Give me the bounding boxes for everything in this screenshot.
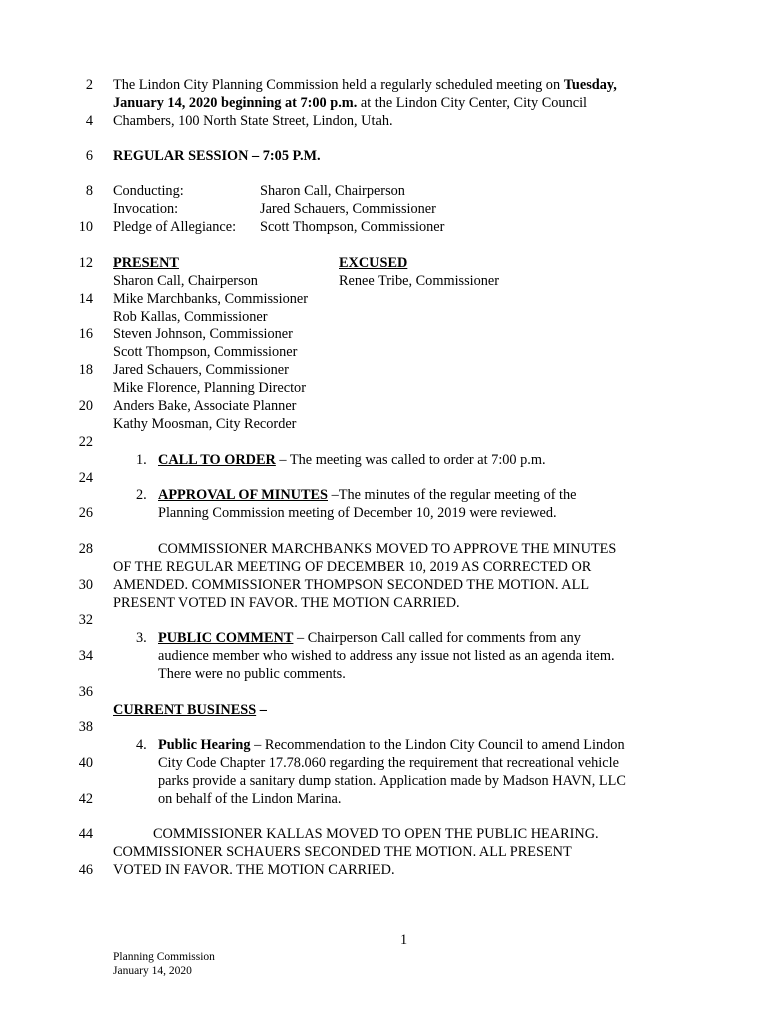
- agenda-item-text: on behalf of the Lindon Marina.: [158, 791, 342, 807]
- motion-text: PRESENT VOTED IN FAVOR. THE MOTION CARRIED.: [113, 595, 460, 611]
- present-member: Sharon Call, Chairperson: [113, 273, 258, 289]
- current-business-heading: CURRENT BUSINESS –: [113, 702, 267, 718]
- agenda-item-text: Planning Commission meeting of December 10, 2019 were reviewed.: [158, 505, 557, 521]
- item-number: 1.: [136, 452, 147, 468]
- motion-text: OF THE REGULAR MEETING OF DECEMBER 10, 2019 AS CORRECTED OR: [113, 559, 592, 575]
- line-number: 8: [85, 183, 93, 199]
- agenda-item-approval-of-minutes: APPROVAL OF MINUTES –The minutes of the regular meeting of the: [158, 487, 577, 503]
- item-number: 3.: [136, 630, 147, 646]
- line-number: 42: [78, 791, 93, 807]
- agenda-item-text: audience member who wished to address any issue not listed as an agenda item.: [158, 648, 615, 664]
- line-number: 30: [78, 577, 93, 593]
- line-number: 46: [78, 862, 93, 878]
- line-number: 16: [78, 326, 93, 342]
- agenda-item-public-comment: PUBLIC COMMENT – Chairperson Call called for comments from any: [158, 630, 581, 646]
- present-member: Steven Johnson, Commissioner: [113, 326, 293, 342]
- agenda-item-call-to-order: CALL TO ORDER – The meeting was called to order at 7:00 p.m.: [158, 452, 546, 468]
- excused-heading: EXCUSED: [339, 255, 408, 271]
- line-number: 10: [78, 219, 93, 235]
- present-member: Jared Schauers, Commissioner: [113, 362, 289, 378]
- page-number: 1: [400, 932, 408, 948]
- intro-line-2: January 14, 2020 beginning at 7:00 p.m. at the Lindon City Center, City Council: [113, 95, 588, 111]
- line-number: 24: [78, 470, 93, 486]
- line-number: 34: [78, 648, 93, 664]
- line-number: 14: [78, 291, 93, 307]
- session-heading: REGULAR SESSION – 7:05 P.M.: [113, 148, 321, 164]
- motion-text: COMMISSIONER MARCHBANKS MOVED TO APPROVE THE MINUTES: [158, 541, 617, 557]
- agenda-item-text: There were no public comments.: [158, 666, 346, 682]
- motion-text: AMENDED. COMMISSIONER THOMPSON SECONDED THE MOTION. ALL: [113, 577, 590, 593]
- line-number: 2: [85, 77, 93, 93]
- agenda-item-text: parks provide a sanitary dump station. Application made by Madson HAVN, LLC: [158, 773, 626, 789]
- motion-text: COMMISSIONER KALLAS MOVED TO OPEN THE PUBLIC HEARING.: [153, 826, 599, 842]
- motion-text: VOTED IN FAVOR. THE MOTION CARRIED.: [113, 862, 395, 878]
- role-person: Scott Thompson, Commissioner: [260, 219, 445, 235]
- present-member: Scott Thompson, Commissioner: [113, 344, 298, 360]
- footer-date: January 14, 2020: [113, 965, 192, 977]
- line-number: 4: [85, 113, 93, 129]
- line-number: 38: [78, 719, 93, 735]
- agenda-item-public-hearing: Public Hearing – Recommendation to the Lindon City Council to amend Lindon: [158, 737, 625, 753]
- present-member: Kathy Moosman, City Recorder: [113, 416, 297, 432]
- present-member: Rob Kallas, Commissioner: [113, 309, 268, 325]
- line-number: 12: [78, 255, 93, 271]
- role-label: Invocation:: [113, 201, 179, 217]
- present-heading: PRESENT: [113, 255, 179, 271]
- line-number: 20: [78, 398, 93, 414]
- intro-line-1: The Lindon City Planning Commission held a regularly scheduled meeting on Tuesday,: [113, 77, 617, 93]
- present-member: Anders Bake, Associate Planner: [113, 398, 297, 414]
- motion-text: COMMISSIONER SCHAUERS SECONDED THE MOTION. ALL PRESENT: [113, 844, 572, 860]
- intro-line-3: Chambers, 100 North State Street, Lindon, Utah.: [113, 113, 393, 129]
- line-number: 32: [78, 612, 93, 628]
- line-number: 6: [85, 148, 93, 164]
- line-number: 44: [78, 826, 93, 842]
- item-number: 2.: [136, 487, 147, 503]
- present-member: Mike Marchbanks, Commissioner: [113, 291, 308, 307]
- role-label: Conducting:: [113, 183, 184, 199]
- role-person: Jared Schauers, Commissioner: [260, 201, 436, 217]
- excused-member: Renee Tribe, Commissioner: [339, 273, 500, 289]
- role-person: Sharon Call, Chairperson: [260, 183, 405, 199]
- line-number: 26: [78, 505, 93, 521]
- role-label: Pledge of Allegiance:: [113, 219, 237, 235]
- line-number: 18: [78, 362, 93, 378]
- agenda-item-text: City Code Chapter 17.78.060 regarding the requirement that recreational vehicle: [158, 755, 619, 771]
- line-number: 36: [78, 684, 93, 700]
- present-member: Mike Florence, Planning Director: [113, 380, 306, 396]
- line-number: 40: [78, 755, 93, 771]
- item-number: 4.: [136, 737, 147, 753]
- line-number: 28: [78, 541, 93, 557]
- footer-title: Planning Commission: [113, 951, 215, 963]
- line-number: 22: [78, 434, 93, 450]
